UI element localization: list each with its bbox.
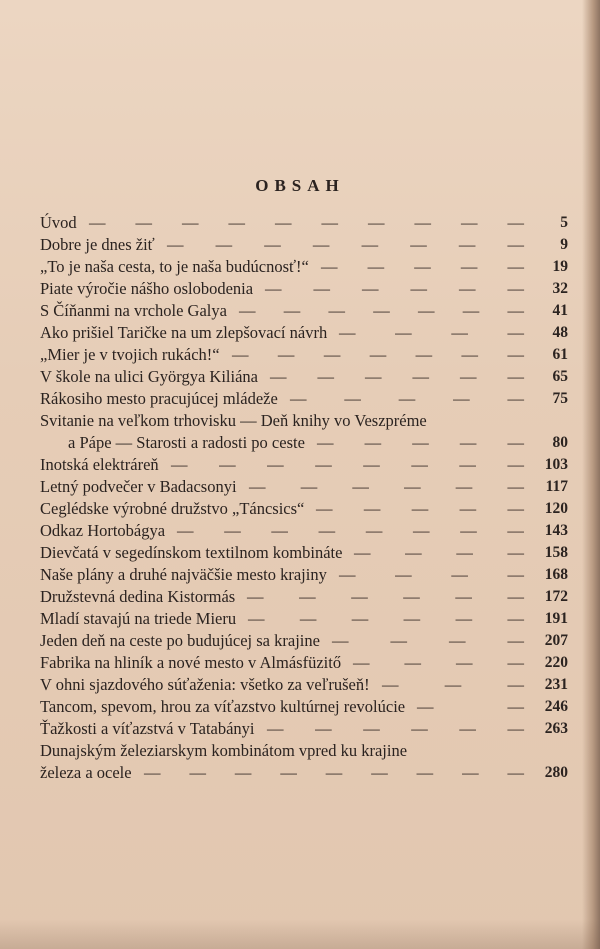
leader-dashes: — —: [417, 697, 524, 716]
toc-entry-page: 9: [560, 236, 568, 253]
leader-dashes: — — — — — — —: [239, 301, 524, 320]
leader-dashes: — — — — — — —: [232, 345, 524, 364]
leader-dashes: — — — —: [339, 323, 524, 342]
toc-entry: [40, 300, 568, 322]
leader-dashes: — — — —: [353, 653, 524, 672]
toc-entry: [40, 476, 568, 498]
toc-entry-title: Družstevná dedina Kistormás: [40, 587, 236, 606]
toc-entry-page: 158: [544, 544, 568, 561]
toc-entry-page: 19: [552, 258, 568, 275]
toc-entry-title: V škole na ulici Györgya Kiliána: [40, 367, 258, 386]
toc-entry-page: 65: [552, 368, 568, 385]
toc-entry-title: Ceglédske výrobné družstvo „Táncsics“: [40, 499, 305, 518]
toc-heading: OBSAH: [255, 176, 345, 195]
toc-entry-page: 48: [552, 324, 568, 341]
toc-entry-title: „To je naša cesta, to je naša budúcnosť!“: [40, 257, 309, 276]
toc-entry-page: 117: [545, 478, 568, 495]
leader-dashes: — — — — — — — — — —: [89, 213, 524, 232]
toc-entry: [40, 388, 568, 410]
toc-entry: [40, 410, 568, 432]
toc-entry: [40, 608, 568, 630]
toc-entry: [40, 674, 568, 696]
toc-entry-title: Jeden deň na ceste po budujúcej sa krajine: [40, 631, 320, 650]
leader-dashes: — — — —: [354, 543, 524, 562]
toc-entry-title: Rákosiho mesto pracujúcej mládeže: [40, 389, 278, 408]
toc-entry-page: 80: [552, 434, 568, 451]
toc-entry-page: 172: [544, 588, 568, 605]
toc-entry-title: Tancom, spevom, hrou za víťazstvo kultúrnej revolúcie: [40, 697, 406, 716]
table-of-contents: [40, 212, 568, 784]
toc-entry-page: 61: [552, 346, 568, 363]
leader-dashes: — — — — — —: [248, 609, 524, 628]
toc-entry-page: 168: [544, 566, 568, 583]
toc-entry-title: Letný podvečer v Badacsonyi: [40, 477, 237, 496]
toc-entry: [40, 366, 568, 388]
toc-entry: [40, 564, 568, 586]
leader-dashes: — — — — — —: [247, 587, 524, 606]
toc-entry-title: Inotská elektráreň: [40, 455, 159, 474]
toc-entry-page: 246: [544, 698, 568, 715]
toc-entry: [40, 520, 568, 542]
toc-entry: [40, 762, 568, 784]
page-bottom-shadow: [0, 919, 600, 949]
toc-entry-title: Dievčatá v segedínskom textilnom kombináte: [40, 543, 343, 562]
leader-dashes: — — — — — —: [249, 477, 524, 496]
leader-dashes: — — — — — —: [265, 279, 524, 298]
toc-entry-title: železa a ocele: [40, 763, 132, 782]
leader-dashes: — — — — — — — —: [177, 521, 524, 540]
toc-entry-page: 32: [552, 280, 568, 297]
toc-entry: [40, 278, 568, 300]
toc-entry-title: Piate výročie nášho oslobodenia: [40, 279, 254, 298]
page-edge-shadow: [582, 0, 600, 949]
toc-entry-page: 103: [544, 456, 568, 473]
leader-dashes: — — — — — — — —: [167, 235, 524, 254]
toc-entry: [40, 454, 568, 476]
toc-entry-title: Odkaz Hortobágya: [40, 521, 166, 540]
toc-entry: [40, 630, 568, 652]
toc-entry-title: Ako prišiel Taričke na um zlepšovací návrh: [40, 323, 328, 342]
toc-entry: [40, 432, 568, 454]
leader-dashes: — — — — —: [321, 257, 524, 276]
toc-entry-page: 220: [544, 654, 568, 671]
toc-entry: [40, 234, 568, 256]
toc-entry-page: 5: [560, 214, 568, 231]
leader-dashes: — — —: [382, 675, 524, 694]
toc-entry-title: V ohni sjazdového súťaženia: všetko za veľrušeň!: [40, 675, 370, 694]
toc-entry-title: Fabrika na hliník a nové mesto v Almásfüzitő: [40, 653, 342, 672]
toc-entry-title: Naše plány a druhé najväčšie mesto krajiny: [40, 565, 327, 584]
toc-entry-title: Úvod: [40, 213, 77, 232]
toc-entry-page: 41: [552, 302, 568, 319]
toc-entry: [40, 740, 568, 762]
toc-entry: [40, 212, 568, 234]
toc-entry-page: 231: [544, 676, 568, 693]
toc-entry: [40, 718, 568, 740]
toc-entry-page: 263: [544, 720, 568, 737]
toc-entry-page: 207: [544, 632, 568, 649]
leader-dashes: — — — — — — — —: [171, 455, 524, 474]
toc-entry: [40, 542, 568, 564]
toc-entry: [40, 322, 568, 344]
toc-entry: [40, 652, 568, 674]
toc-entry-page: 143: [544, 522, 568, 539]
toc-entry-page: 280: [544, 764, 568, 781]
toc-entry-title: Svitanie na veľkom trhovisku — Deň knihy vo Veszpréme: [40, 411, 427, 430]
leader-dashes: — — — — —: [290, 389, 524, 408]
toc-entry-title: Mladí stavajú na triede Mieru: [40, 609, 237, 628]
toc-entry: [40, 498, 568, 520]
leader-dashes: — — — — — — — — —: [144, 763, 524, 782]
toc-entry-title: S Číňanmi na vrchole Galya: [40, 301, 227, 320]
leader-dashes: — — — — — —: [267, 719, 524, 738]
leader-dashes: — — — —: [332, 631, 524, 650]
toc-entry-title: Dunajským železiarskym kombinátom vpred ku krajine: [40, 741, 408, 760]
toc-entry-page: 191: [544, 610, 568, 627]
toc-entry: [40, 256, 568, 278]
leader-dashes: — — — — — —: [270, 367, 524, 386]
leader-dashes: — — — —: [339, 565, 524, 584]
toc-entry: [40, 586, 568, 608]
toc-entry-title: „Mier je v tvojich rukách!“: [40, 345, 220, 364]
toc-entry-page: 120: [544, 500, 568, 517]
toc-entry-title: a Pápe — Starosti a radosti po ceste: [68, 433, 305, 452]
toc-entry-title: Ťažkosti a víťazstvá v Tatabányi: [40, 719, 255, 738]
leader-dashes: — — — — —: [317, 433, 524, 452]
toc-entry: [40, 696, 568, 718]
toc-entry: [40, 344, 568, 366]
toc-entry-page: 75: [552, 390, 568, 407]
toc-entry-title: Dobre je dnes žiť: [40, 235, 155, 254]
leader-dashes: — — — — —: [316, 499, 524, 518]
